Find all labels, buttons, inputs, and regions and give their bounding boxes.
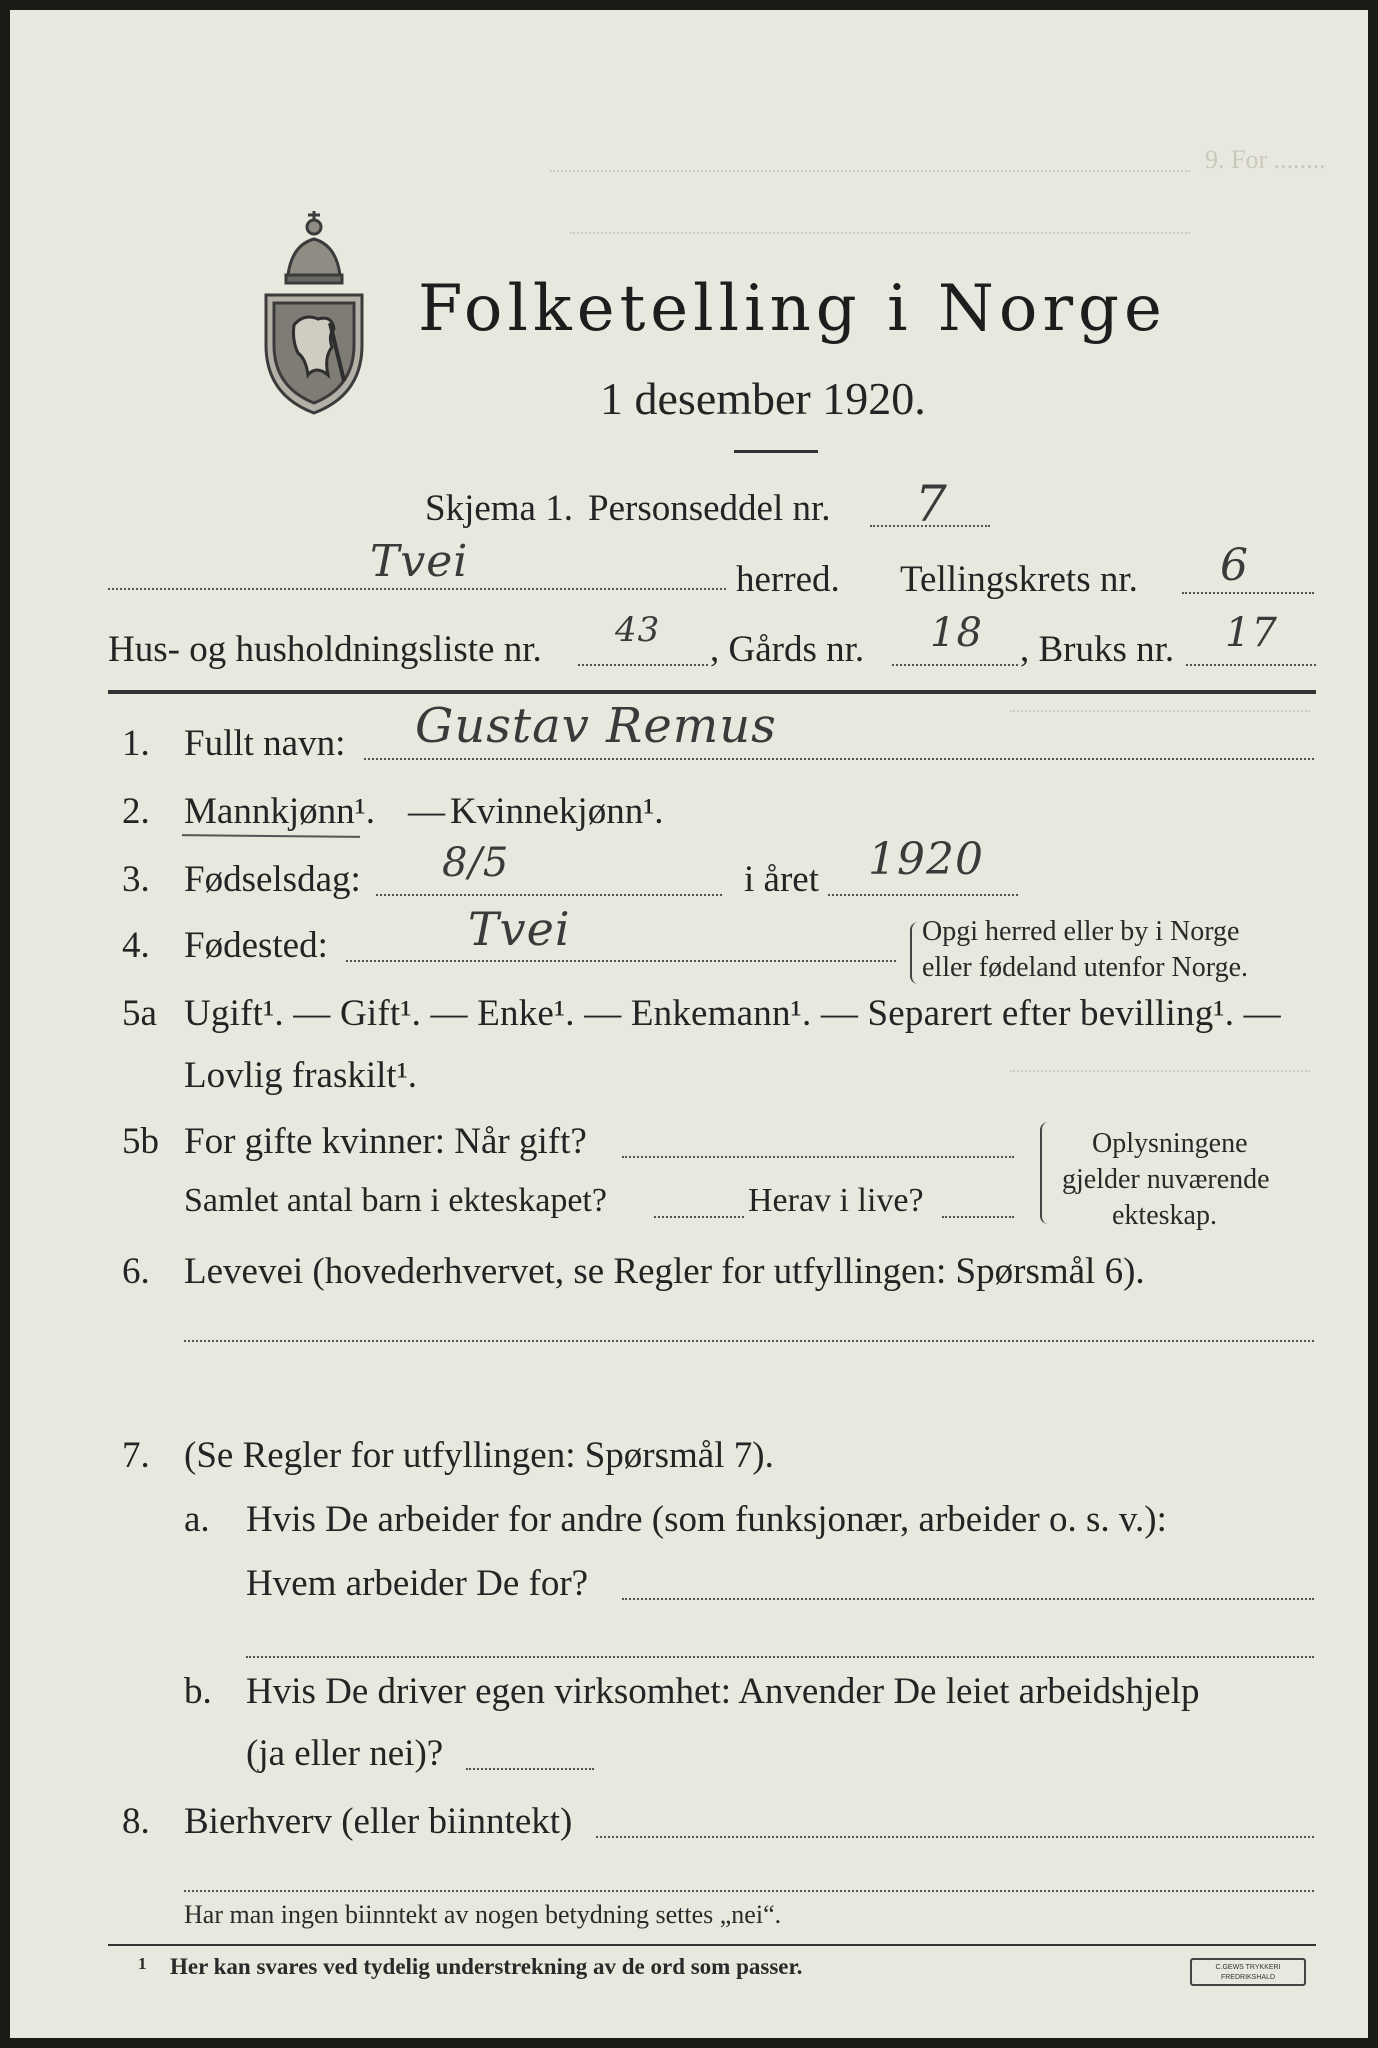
q5b-children-label: Samlet antal barn i ekteskapet? — [184, 1182, 607, 1219]
skjema-label: Skjema 1. — [425, 488, 573, 529]
q4-label: Fødested: — [184, 925, 328, 966]
q2-dash: — — [408, 791, 445, 832]
q3-label: Fødselsdag: — [184, 859, 361, 900]
printer-line2: FREDRIKSHALD — [1220, 1974, 1276, 1981]
tellingskrets-line — [1182, 592, 1314, 594]
q4-note-line2: eller fødeland utenfor Norge. — [922, 952, 1249, 983]
q1-number: 1. — [122, 723, 150, 764]
hus-label: Hus- og husholdningsliste nr. — [108, 629, 542, 670]
q6-number: 6. — [122, 1251, 150, 1292]
q3-line — [376, 894, 722, 896]
q3-number: 3. — [122, 859, 150, 900]
q2-number: 2. — [122, 791, 150, 832]
q5b-number: 5b — [122, 1121, 159, 1162]
printer-line1: C.GEWS TRYKKERI — [1215, 1964, 1281, 1971]
coat-of-arms-icon — [258, 205, 370, 417]
q5b-when-line — [622, 1156, 1014, 1158]
q3-year-label: i året — [744, 859, 819, 900]
q5b-alive-label: Herav i live? — [748, 1182, 924, 1219]
q3-year-line — [828, 894, 1018, 896]
form-title: Folketelling i Norge — [418, 272, 1167, 346]
personseddel-label: Personseddel nr. — [588, 488, 831, 529]
q1-value[interactable]: Gustav Remus — [415, 698, 777, 754]
q4-value[interactable]: Tvei — [468, 902, 571, 956]
q7a-line2: Hvem arbeider De for? — [246, 1563, 589, 1604]
q1-line — [364, 758, 1314, 760]
bleed-through-line — [570, 232, 1190, 234]
bruks-label: , Bruks nr. — [1020, 629, 1175, 670]
q8-line-extra — [184, 1890, 1314, 1892]
q2-kvinne[interactable]: Kvinnekjønn¹. — [450, 791, 664, 832]
hus-line — [578, 664, 708, 666]
q4-line — [346, 960, 896, 962]
bleed-through-line — [1010, 710, 1310, 712]
form-date: 1 desember 1920. — [600, 373, 926, 424]
bleed-through: 9. For ........ — [1205, 145, 1326, 174]
q7b-line2: (ja eller nei)? — [246, 1733, 444, 1774]
q5b-note-line2: gjelder nuværende — [1062, 1164, 1270, 1195]
q5a-number: 5a — [122, 993, 157, 1034]
bruks-line — [1186, 664, 1316, 666]
q2-mann[interactable]: Mannkjønn¹. — [184, 791, 375, 832]
q6-label: Levevei (hovederhvervet, se Regler for utfyllingen: Spørsmål 6). — [184, 1251, 1145, 1292]
herred-label: herred. — [736, 559, 840, 600]
q5b-line1: For gifte kvinner: Når gift? — [184, 1121, 587, 1162]
q5b-note-line1: Oplysningene — [1092, 1128, 1248, 1159]
hus-value[interactable]: 43 — [615, 610, 661, 650]
footer-divider — [108, 1944, 1316, 1946]
q4-number: 4. — [122, 925, 150, 966]
bleed-through-line — [1010, 1070, 1310, 1072]
printer-stamp — [1190, 1958, 1306, 1986]
bruks-value[interactable]: 17 — [1225, 610, 1278, 656]
q7b-line1: Hvis De driver egen virksomhet: Anvender De leiet arbeidshjelp — [246, 1671, 1200, 1712]
census-form — [10, 10, 1368, 2038]
q5a-options-line2[interactable]: Lovlig fraskilt¹. — [184, 1055, 418, 1096]
gards-value[interactable]: 18 — [930, 610, 983, 656]
q8-label: Bierhverv (eller biinntekt) — [184, 1801, 573, 1842]
q7a-line1: Hvis De arbeider for andre (som funksjonær, arbeider o. s. v.): — [246, 1499, 1167, 1540]
q7b-line — [466, 1768, 594, 1770]
tellingskrets-label: Tellingskrets nr. — [900, 559, 1138, 600]
q5b-children-line — [654, 1216, 744, 1218]
q8-number: 8. — [122, 1801, 150, 1842]
footer-note: Har man ingen biinntekt av nogen betydning settes „nei“. — [184, 1900, 782, 1929]
q2-underline-mann — [182, 834, 360, 838]
q3-value[interactable]: 8/5 — [442, 840, 510, 886]
herred-value[interactable]: Tvei — [370, 536, 469, 587]
footnote-text: Her kan svares ved tydelig understrekning av de ord som passer. — [170, 1954, 803, 1979]
gards-label: , Gårds nr. — [710, 629, 865, 670]
q7a-line-extra — [246, 1656, 1314, 1658]
q1-label: Fullt navn: — [184, 723, 346, 764]
q7b-letter: b. — [184, 1671, 212, 1712]
q7-label: (Se Regler for utfyllingen: Spørsmål 7). — [184, 1435, 774, 1476]
q5b-note-line3: ekteskap. — [1112, 1200, 1217, 1231]
title-divider — [734, 450, 818, 453]
q6-line — [184, 1340, 1314, 1342]
footnote-mark: 1 — [138, 1954, 147, 1973]
tellingskrets-value[interactable]: 6 — [1220, 540, 1249, 591]
q5b-note-bracket — [1040, 1122, 1054, 1224]
gards-line — [892, 664, 1018, 666]
q8-line — [596, 1836, 1314, 1838]
q7a-line — [622, 1598, 1314, 1600]
q7a-letter: a. — [184, 1499, 210, 1540]
q4-note-line1: Opgi herred eller by i Norge — [922, 916, 1240, 947]
personseddel-value[interactable]: 7 — [915, 475, 948, 533]
q4-note-bracket — [910, 922, 922, 984]
q5a-options[interactable]: Ugift¹. — Gift¹. — Enke¹. — Enkemann¹. — Separert efter bevilling¹. — — [184, 993, 1281, 1034]
q3-year-value[interactable]: 1920 — [868, 834, 984, 885]
herred-line — [108, 588, 726, 590]
bleed-through-line — [550, 170, 1190, 172]
section-divider — [108, 690, 1316, 694]
q5b-alive-line — [942, 1216, 1014, 1218]
q7-number: 7. — [122, 1435, 150, 1476]
